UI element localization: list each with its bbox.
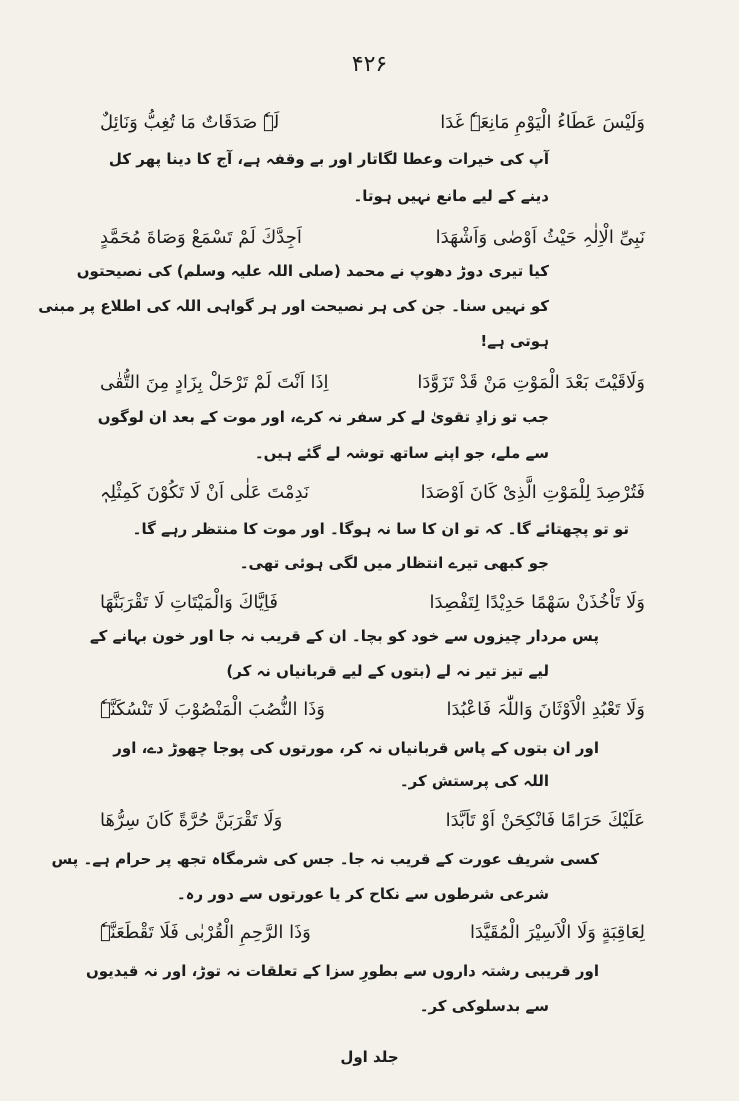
verse-3-translation-line-1: جب تو زادِ تقویٰ لے کر سفر نہ کرے، اور موت کے بعد ان لوگوں <box>97 408 549 426</box>
verse-8-first-hemistich: وَذَا الرَّحِمِ الْقُرْبٰی فَلَا تَقْطَعَنَّہٗ <box>100 921 311 943</box>
verse-7-second-hemistich: عَلَیْكَ حَرَامًا فَانْكِحَنْ اَوْ تَاَبَّدَا <box>445 809 645 831</box>
verse-2-second-hemistich: نَبِیِّ الْاِلٰہِ حَیْثُ اَوْصٰی وَاَشْھَدَا <box>435 226 645 248</box>
verse-2-translation-line-2: کو نہیں سنا۔ جن کی ہر نصیحت اور ہر گواہی اللہ کی اطلاع پر مبنی <box>38 297 549 315</box>
verse-4-translation-line-2: جو کبھی تیرے انتظار میں لگی ہوئی تھی۔ <box>239 554 549 572</box>
verse-6-first-hemistich: وَذَا النُّصُبَ الْمَنْصُوْبَ لَا تَنْسُكَنَّہٗ <box>100 698 325 720</box>
verse-4 <box>100 475 645 509</box>
verse-6 <box>100 692 645 726</box>
verse-1 <box>100 105 645 139</box>
verse-1-second-hemistich: وَلَیْسَ عَطَاءُ الْیَوْمِ مَانِعَہٗ غَدَا <box>440 111 645 133</box>
verse-4-first-hemistich: نَدِمْتَ عَلٰی اَنْ لَا تَكُوْنَ كَمِثْلِہٖ <box>100 481 309 503</box>
verse-6-second-hemistich: وَلَا تَعْبُدِ الْاَوْثَانَ وَاللّٰہَ فَاعْبُدَا <box>446 698 645 720</box>
verse-3 <box>100 365 645 399</box>
verse-2-translation-line-1: کیا تیری دوڑ دھوپ نے محمد (صلی اللہ علیہ وسلم) کی نصیحتوں <box>76 262 549 280</box>
verse-7-first-hemistich: وَلَا تَقْرَبَنَّ حُرَّةً كَانَ سِرُّھَا <box>100 809 283 831</box>
page-number: ۴۲۶ <box>351 52 388 77</box>
verse-1-translation-line-2: دینے کے لیے مانع نہیں ہوتا۔ <box>353 187 549 205</box>
verse-4-second-hemistich: فَتُرْصِدَ لِلْمَوْتِ الَّذِیْ كَانَ اَوْصَدَا <box>420 481 645 503</box>
verse-7 <box>100 803 645 837</box>
verse-7-translation-line-2: شرعی شرطوں سے نکاح کر یا عورتوں سے دور رہ۔ <box>176 885 549 903</box>
verse-5-translation-line-1: پس مردار چیزوں سے خود کو بچا۔ ان کے قریب نہ جا اور خون بہانے کے <box>89 627 599 645</box>
verse-8-translation-line-1: اور قریبی رشتہ داروں سے بطورِ سزا کے تعلقات نہ توڑ، اور نہ قیدیوں <box>85 962 599 980</box>
verse-5-second-hemistich: وَلَا تَاْخُذَنْ سَھْمًا حَدِیْدًا لِتَفْصِدَا <box>429 591 645 613</box>
volume-footer: جلد اول <box>340 1048 399 1066</box>
verse-5-first-hemistich: فَاِیَّاكَ وَالْمَیْتَاتِ لَا تَقْرَبَنَّھَا <box>100 591 278 613</box>
verse-7-translation-line-1: کسی شریف عورت کے قریب نہ جا۔ جس کی شرمگاہ تجھ پر حرام ہے۔ پس <box>51 850 599 868</box>
verse-3-translation-line-2: سے ملے، جو اپنے ساتھ توشہ لے گئے ہیں۔ <box>254 444 549 462</box>
verse-8 <box>100 915 645 949</box>
verse-2 <box>100 220 645 254</box>
verse-1-translation-line-1: آپ کی خیرات وعطا لگاتار اور بے وقفہ ہے، آج کا دینا پھر کل <box>108 150 549 168</box>
verse-8-second-hemistich: لِعَاقِبَةٍ وَلَا الْاَسِیْرَ الْمُقَیَّدَا <box>469 921 645 943</box>
verse-6-translation-line-1: اور ان بتوں کے پاس قربانیاں نہ کر، مورتوں کی پوجا چھوڑ دے، اور <box>113 739 599 757</box>
verse-6-translation-line-2: اللہ کی پرستش کر۔ <box>399 772 549 790</box>
verse-5-translation-line-2: لیے تیز تیر نہ لے (بتوں کے لیے قربانیاں نہ کر) <box>226 662 549 680</box>
verse-1-first-hemistich: لَہٗ صَدَقَاتٌ مَا تُغِبُّ وَنَائِلٌ <box>100 111 280 133</box>
verse-8-translation-line-2: سے بدسلوکی کر۔ <box>419 997 549 1015</box>
verse-2-translation-line-3: ہوتی ہے! <box>480 332 549 350</box>
verse-4-translation-line-1: تو تو پچھتائے گا۔ کہ تو ان کا سا نہ ہوگا۔ اور موت کا منتظر رہے گا۔ <box>132 520 629 538</box>
verse-5 <box>100 585 645 619</box>
verse-2-first-hemistich: اَجِدَّكَ لَمْ تَسْمَعْ وَصَاةَ مُحَمَّدٍ <box>100 226 302 248</box>
verse-3-first-hemistich: اِذَا اَنْتَ لَمْ تَرْحَلْ بِزَادٍ مِنَ التُّقٰی <box>100 371 329 393</box>
verse-3-second-hemistich: وَلَاقَیْتَ بَعْدَ الْمَوْتِ مَنْ قَدْ تَزَوَّدَا <box>417 371 645 393</box>
